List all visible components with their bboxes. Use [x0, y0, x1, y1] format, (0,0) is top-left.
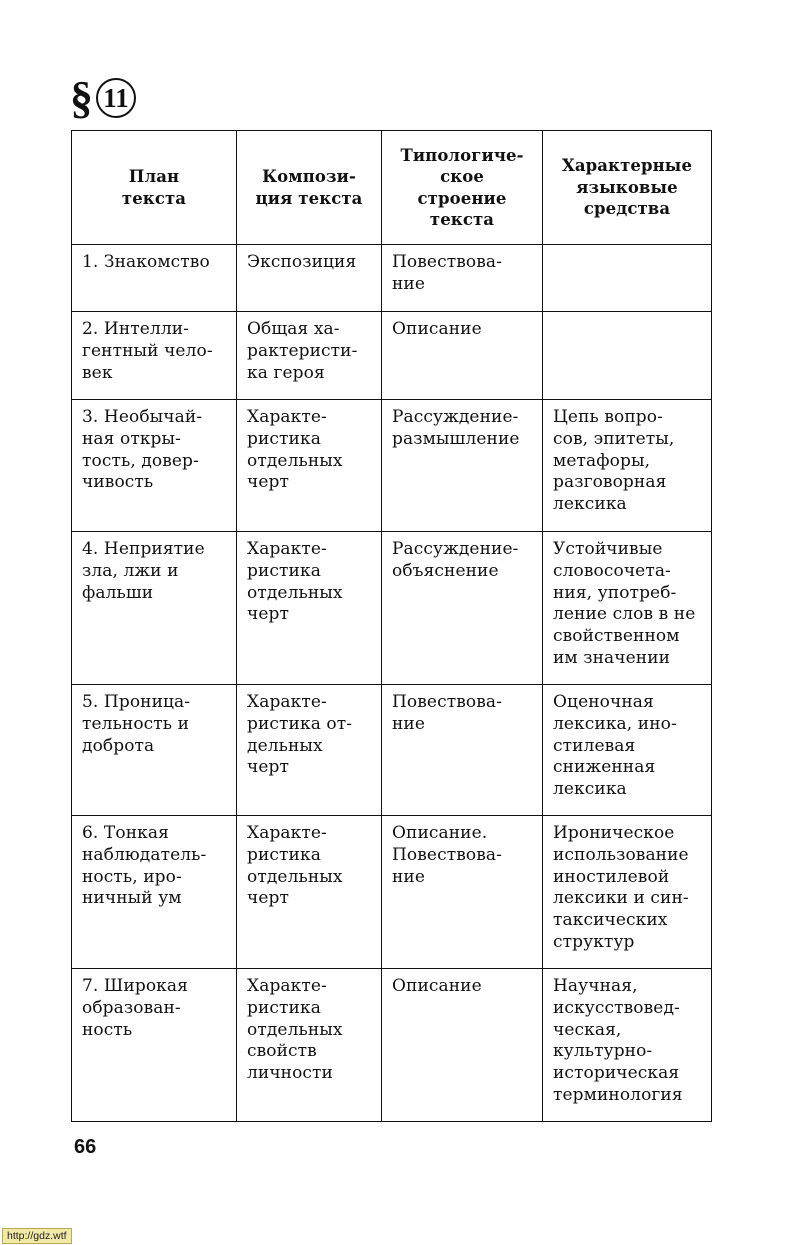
cell-plan: 2. Интелли- гентный чело- век	[72, 312, 237, 400]
cell-typology: Описание	[382, 312, 543, 400]
cell-language-means: Оценочная лексика, ино- стилевая сниженная лексика	[543, 685, 712, 816]
table-row	[72, 312, 712, 400]
table-row	[72, 532, 712, 685]
header-language-means: Характерные языковые средства	[543, 131, 712, 245]
header-typology: Типологиче- ское строение текста	[382, 131, 543, 245]
cell-composition: Характе- ристика отдельных черт	[237, 816, 382, 969]
cell-composition: Характе- ристика отдельных черт	[237, 532, 382, 685]
cell-typology: Рассуждение- размышление	[382, 400, 543, 532]
cell-typology: Описание	[382, 969, 543, 1122]
cell-typology: Рассуждение- объяснение	[382, 532, 543, 685]
cell-language-means: Ироническое использование иностилевой лексики и син- таксических структур	[543, 816, 712, 969]
table-header-row	[72, 131, 712, 245]
cell-composition: Общая ха- рактеристи- ка героя	[237, 312, 382, 400]
cell-plan: 6. Тонкая наблюдатель- ность, иро- ничный ум	[72, 816, 237, 969]
cell-plan: 7. Широкая образован- ность	[72, 969, 237, 1122]
header-composition: Компози- ция текста	[237, 131, 382, 245]
cell-composition: Характе- ристика отдельных свойств личности	[237, 969, 382, 1122]
cell-composition: Характе- ристика отдельных черт	[237, 400, 382, 532]
table-row	[72, 245, 712, 312]
cell-plan: 3. Необычай- ная откры- тость, довер- чивость	[72, 400, 237, 532]
cell-language-means: Научная, искусствовед- ческая, культурно- историческая терминология	[543, 969, 712, 1122]
table-row	[72, 685, 712, 816]
cell-typology: Описание. Повествова- ние	[382, 816, 543, 969]
table-row	[72, 816, 712, 969]
cell-plan: 5. Проница- тельность и доброта	[72, 685, 237, 816]
section-number-circle: 11	[96, 78, 136, 118]
cell-language-means: Цепь вопро- сов, эпитеты, метафоры, разговорная лексика	[543, 400, 712, 532]
cell-typology: Повествова- ние	[382, 245, 543, 312]
cell-language-means	[543, 312, 712, 400]
cell-plan: 1. Знакомство	[72, 245, 237, 312]
table-row	[72, 400, 712, 532]
cell-language-means	[543, 245, 712, 312]
cell-composition: Характе- ристика от- дельных черт	[237, 685, 382, 816]
header-plan: План текста	[72, 131, 237, 245]
section-sign: §	[70, 72, 93, 123]
cell-language-means: Устойчивые словосочета- ния, употреб- ление слов в не свойственном им значении	[543, 532, 712, 685]
cell-plan: 4. Неприятие зла, лжи и фальши	[72, 532, 237, 685]
watermark-link[interactable]: http://gdz.wtf	[2, 1228, 72, 1244]
cell-composition: Экспозиция	[237, 245, 382, 312]
section-heading	[70, 74, 136, 122]
cell-typology: Повествова- ние	[382, 685, 543, 816]
table-row	[72, 969, 712, 1122]
page-number: 66	[74, 1136, 97, 1158]
text-analysis-table	[71, 130, 712, 1122]
